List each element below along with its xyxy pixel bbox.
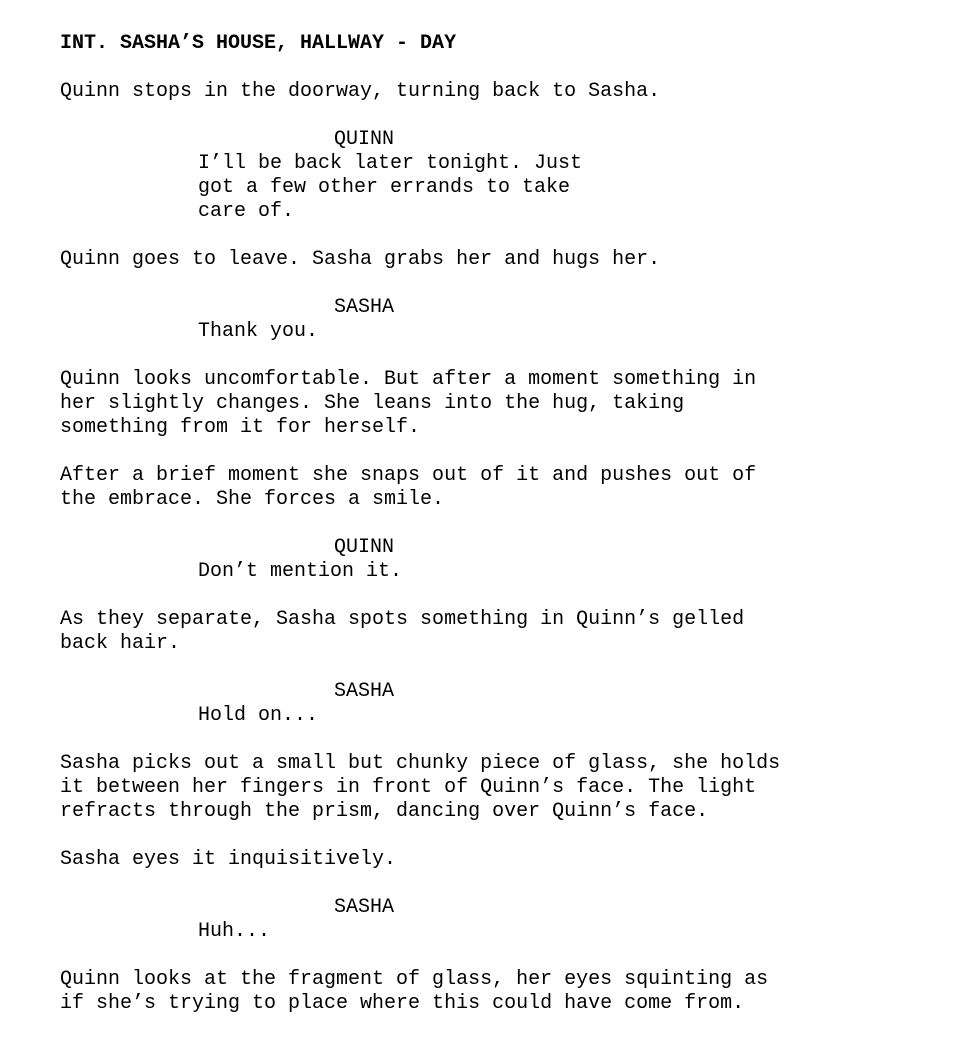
action-line: something from it for herself.: [60, 416, 421, 439]
action-line: refracts through the prism, dancing over Quinn’s face.: [60, 800, 709, 823]
dialogue-line: Hold on...: [198, 704, 319, 727]
action-line: Quinn looks at the fragment of glass, her eyes squinting as: [60, 968, 769, 991]
character-name: SASHA: [334, 896, 395, 919]
scene-heading: INT. SASHA’S HOUSE, HALLWAY - DAY: [60, 32, 457, 55]
action-line: back hair.: [60, 632, 181, 655]
character-name: SASHA: [334, 296, 395, 319]
action-line: Sasha picks out a small but chunky piece of glass, she holds: [60, 752, 781, 775]
action-line: the embrace. She forces a smile.: [60, 488, 445, 511]
character-name: QUINN: [334, 536, 395, 559]
action-line: her slightly changes. She leans into the hug, taking: [60, 392, 685, 415]
dialogue-line: Thank you.: [198, 320, 319, 343]
action-line: if she’s trying to place where this could have come from.: [60, 992, 745, 1015]
character-name: QUINN: [334, 128, 395, 151]
action-line: Quinn looks uncomfortable. But after a moment something in: [60, 368, 757, 391]
dialogue-line: Don’t mention it.: [198, 560, 403, 583]
action-line: After a brief moment she snaps out of it and pushes out of: [60, 464, 757, 487]
dialogue-line: care of.: [198, 200, 295, 223]
action-line: it between her fingers in front of Quinn’s face. The light: [60, 776, 757, 799]
character-name: SASHA: [334, 680, 395, 703]
action-line: Quinn stops in the doorway, turning back to Sasha.: [60, 80, 661, 103]
dialogue-line: I’ll be back later tonight. Just: [198, 152, 583, 175]
dialogue-line: got a few other errands to take: [198, 176, 571, 199]
action-line: Sasha eyes it inquisitively.: [60, 848, 397, 871]
dialogue-line: Huh...: [198, 920, 271, 943]
action-line: As they separate, Sasha spots something in Quinn’s gelled: [60, 608, 745, 631]
action-line: Quinn goes to leave. Sasha grabs her and hugs her.: [60, 248, 661, 271]
